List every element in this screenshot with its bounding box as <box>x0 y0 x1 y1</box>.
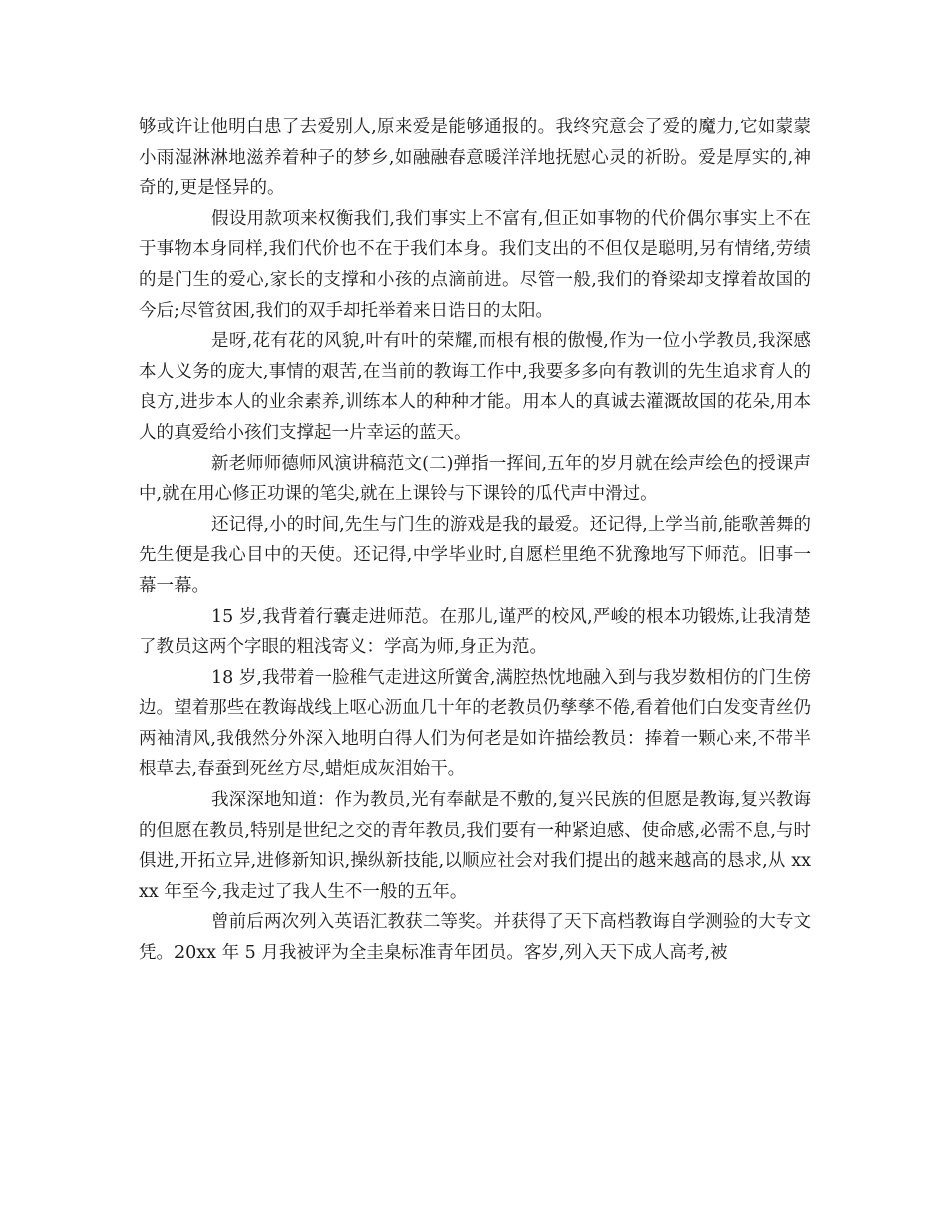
paragraph-2: 假设用款项来权衡我们,我们事实上不富有,但正如事物的代价偶尔事实上不在于事物本身同样,我们代价也不在于我们本身。我们支出的不但仅是聪明,另有情绪,劳绩的是门生的爱心,家长的支撑和小孩的点滴前进。尽管一般,我们的脊梁却支撑着故国的今后;尽管贫困,我们的双手却托举着来日诰日的太阳。 <box>139 208 811 321</box>
paragraph-8: 我深深地知道：作为教员,光有奉献是不敷的,复兴民族的但愿是教诲,复兴教诲的但愿在教员,特别是世纪之交的青年教员,我们要有一种紧迫感、使命感,必需不息,与时俱进,开拓立异,进修新知识,操纵新技能,以顺应社会对我们提出的越来越高的恳求,从 xxxx 年至今,我走过了我人生不一般的五年。 <box>139 790 811 902</box>
paragraph-5: 还记得,小的时间,先生与门生的游戏是我的最爱。还记得,上学当前,能歌善舞的先生便是我心目中的天使。还记得,中学毕业时,自愿栏里绝不犹豫地写下师范。旧事一幕一幕。 <box>139 514 811 596</box>
paragraph-7: 18 岁,我带着一脸稚气走进这所黉舍,满腔热忱地融入到与我岁数相仿的门生傍边。望着那些在教诲战线上呕心沥血几十年的老教员仍孳孳不倦,看着他们白发变青丝仍两袖清风,我俄然分外深入地明白得人们为何老是如许描绘教员：捧着一颗心来,不带半根草去,春蚕到死丝方尽,蜡炬成灰泪始干。 <box>139 667 811 780</box>
paragraph-1: 够或许让他明白患了去爱别人,原来爱是能够通报的。我终究意会了爱的魔力,它如蒙蒙小雨湿淋淋地滋养着种子的梦乡,如融融春意暖洋洋地抚慰心灵的祈盼。爱是厚实的,神奇的,更是怪异的。 <box>139 117 811 199</box>
paragraph-3: 是呀,花有花的风貌,叶有叶的荣耀,而根有根的傲慢,作为一位小学教员,我深感本人义务的庞大,事情的艰苦,在当前的教诲工作中,我要多多向有教训的先生追求育人的良方,进步本人的业余素养,训练本人的种种才能。用本人的真诚去灌溉故国的花朵,用本人的真爱给小孩们支撑起一片幸运的蓝天。 <box>139 331 811 443</box>
paragraph-6: 15 岁,我背着行囊走进师范。在那儿,谨严的校风,严峻的根本功锻炼,让我清楚了教员这两个字眼的粗浅寄义：学高为师,身正为范。 <box>139 606 811 658</box>
document-body <box>139 112 811 969</box>
paragraph-9: 曾前后两次列入英语汇教获二等奖。并获得了天下高档教诲自学测验的大专文凭。20xx 年 5 月我被评为全圭臬标准青年团员。客岁,列入天下成人高考,被 <box>139 912 811 964</box>
paragraph-4: 新老师师德师风演讲稿范文(二)弹指一挥间,五年的岁月就在绘声绘色的授课声中,就在用心修正功课的笔尖,就在上课铃与下课铃的瓜代声中滑过。 <box>139 453 811 505</box>
